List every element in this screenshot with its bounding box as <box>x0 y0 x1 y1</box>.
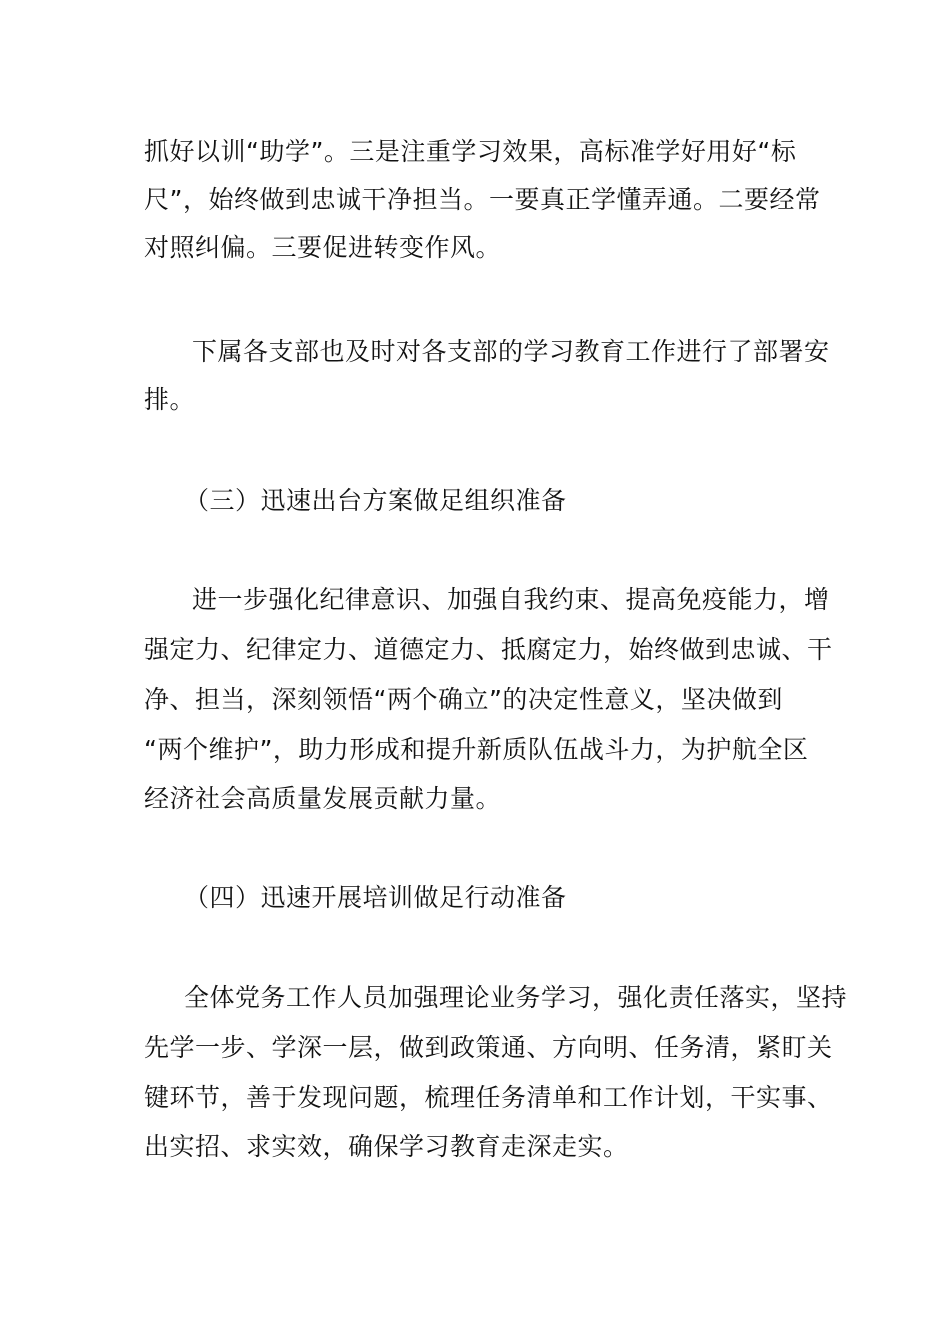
paragraph-line: 进一步强化纪律意识、加强自我约束、提高免疫能力，增 <box>192 585 830 614</box>
paragraph-line: 下属各支部也及时对各支部的学习教育工作进行了部署安 <box>192 337 830 366</box>
paragraph-line: 尺”，始终做到忠诚干净担当。一要真正学懂弄通。二要经常 <box>144 185 821 214</box>
section-heading: （四）迅速开展培训做足行动准备 <box>184 883 567 912</box>
paragraph-line: 对照纠偏。三要促进转变作风。 <box>144 233 502 262</box>
paragraph-line: 出实招、求实效，确保学习教育走深走实。 <box>144 1132 629 1161</box>
paragraph-line: 键环节，善于发现问题，梳理任务清单和工作计划，干实事、 <box>144 1083 833 1112</box>
section-heading: （三）迅速出台方案做足组织准备 <box>184 486 567 515</box>
paragraph-line: 全体党务工作人员加强理论业务学习，强化责任落实，坚持 <box>184 983 848 1012</box>
paragraph-line: 先学一步、学深一层，做到政策通、方向明、任务清，紧盯关 <box>144 1033 833 1062</box>
paragraph-line: 强定力、纪律定力、道德定力、抵腐定力，始终做到忠诚、干 <box>144 635 833 664</box>
paragraph-line: “两个维护”，助力形成和提升新质队伍战斗力，为护航全区 <box>144 735 809 764</box>
paragraph-line: 净、担当，深刻领悟“两个确立”的决定性意义，坚决做到 <box>144 685 783 714</box>
paragraph-line: 抓好以训“助学”。三是注重学习效果，高标准学好用好“标 <box>144 137 797 166</box>
paragraph-line: 排。 <box>144 385 196 414</box>
paragraph-line: 经济社会高质量发展贡献力量。 <box>144 784 502 813</box>
